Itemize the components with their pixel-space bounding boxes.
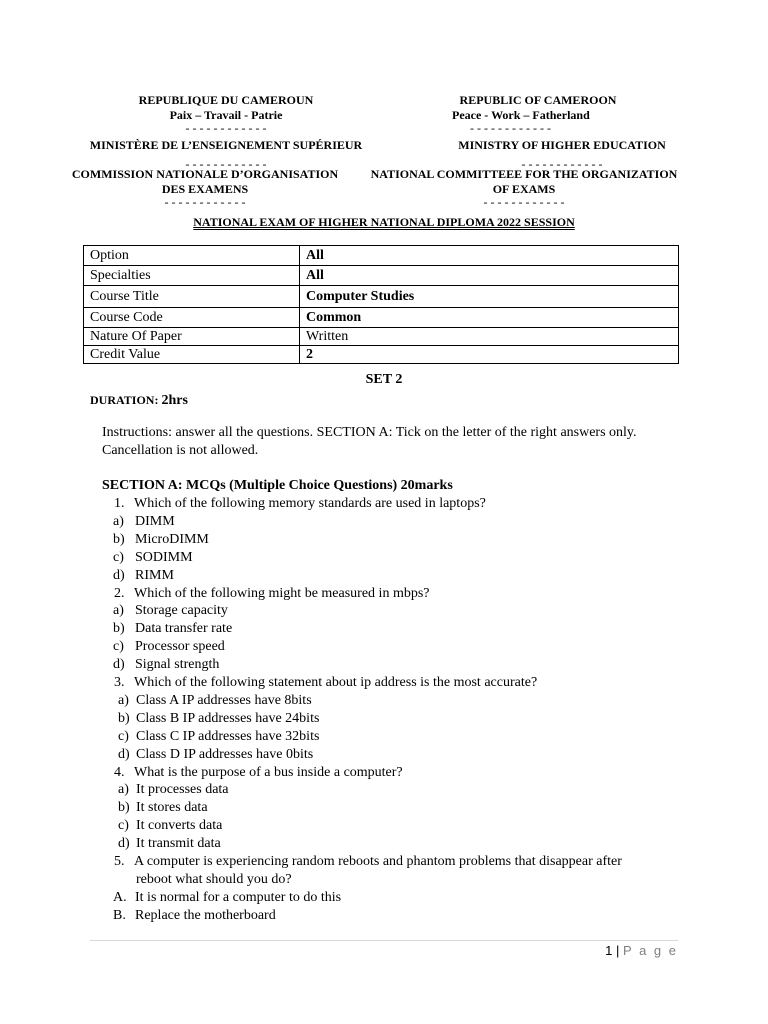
option-text: It transmit data [136,836,221,852]
page-footer [605,943,678,958]
duration [90,393,188,409]
commission-fr-line2: DES EXAMENS [161,182,249,196]
option-letter[interactable]: c) [118,728,129,744]
info-row [84,286,679,308]
option-letter[interactable]: b) [118,710,130,726]
option-text: Data transfer rate [135,621,233,637]
question-text-cont: reboot what should you do? [136,871,292,887]
option-text: SODIMM [135,549,193,565]
info-value: 2 [300,346,679,364]
info-value: All [300,246,679,266]
option-letter[interactable]: d) [118,836,130,852]
option-text: Class D IP addresses have 0bits [136,746,314,762]
info-row [84,246,679,266]
answer-option [118,692,312,710]
question-number: 2. [114,585,125,601]
option-text: It processes data [136,782,229,798]
info-row [84,328,679,346]
option-text: Class A IP addresses have 8bits [136,692,312,708]
info-label: Option [84,246,300,266]
option-letter[interactable]: a) [118,782,129,798]
info-label: Nature Of Paper [84,328,300,346]
info-value: All [300,266,679,286]
question-text: Which of the following statement about ip address is the most accurate? [134,675,538,690]
answer-option [118,781,229,799]
option-text: RIMM [135,567,174,583]
option-letter[interactable]: c) [118,818,129,834]
option-letter[interactable]: c) [113,639,124,655]
motto-fr: Paix – Travail - Patrie [169,108,283,122]
option-text: It is normal for a computer to do this [135,889,342,905]
separator: - - - - - - - - - - - - [164,195,246,209]
answer-option [113,549,193,567]
page-label: P a g e [623,943,678,958]
exam-title: NATIONAL EXAM OF HIGHER NATIONAL DIPLOMA 2022 SESSION [193,215,575,229]
info-label: Course Code [84,308,300,328]
question [114,495,486,513]
committee-en-line2: OF EXAMS [492,182,556,196]
course-info-table [83,245,679,364]
question-text: A computer is experiencing random reboots and phantom problems that disappear after [134,854,622,869]
info-value: Computer Studies [300,286,679,308]
question [114,585,430,603]
option-text: Storage capacity [135,603,228,619]
committee-en-line1: NATIONAL COMMITTEEE FOR THE ORGANIZATION [370,167,678,181]
duration-value: 2hrs [161,393,188,408]
info-row [84,266,679,286]
duration-label: DURATION: [90,393,159,407]
ministry-en: MINISTRY OF HIGHER EDUCATION [458,138,666,152]
info-value: Common [300,308,679,328]
option-text: Processor speed [135,639,225,655]
question-text: Which of the following memory standards are used in laptops? [134,496,486,511]
option-text: It stores data [136,800,208,816]
separator: - - - - - - - - - - - - [185,157,267,171]
question-text: What is the purpose of a bus inside a computer? [134,764,403,780]
option-letter[interactable]: a) [113,513,124,529]
option-letter[interactable]: B. [113,907,126,923]
answer-option [113,513,175,531]
question-text: Which of the following might be measured in mbps? [134,585,430,601]
option-letter[interactable]: a) [113,603,124,619]
answer-option [118,710,319,728]
question-number: 1. [114,496,125,511]
question-number: 4. [114,764,125,780]
separator: - - - - - - - - - - - - [470,121,551,135]
option-letter[interactable]: a) [118,692,129,708]
info-label: Credit Value [84,346,300,364]
answer-option [113,620,232,638]
answer-option [113,889,341,907]
answer-option [118,835,221,853]
option-text: Class B IP addresses have 24bits [136,710,320,726]
option-text: Class C IP addresses have 32bits [136,728,320,744]
answer-option [113,638,225,656]
question [114,674,537,692]
answer-option [118,817,222,835]
option-letter[interactable]: b) [118,800,130,816]
option-letter[interactable]: A. [113,889,127,905]
option-letter[interactable]: d) [113,567,125,583]
info-label: Specialties [84,266,300,286]
motto-en: Peace - Work – Fatherland [452,108,590,122]
option-letter[interactable]: d) [118,746,130,762]
separator: - - - - - - - - - - - - [185,121,267,135]
option-text: MicroDIMM [135,531,209,547]
info-label: Course Title [84,286,300,308]
country-fr: REPUBLIQUE DU CAMEROUN [138,93,314,107]
answer-option [118,728,319,746]
section-a-heading: SECTION A: MCQs (Multiple Choice Questions) 20marks [102,478,453,493]
option-letter[interactable]: b) [113,621,125,637]
info-row [84,346,679,364]
answer-option [113,656,219,674]
instructions: Instructions: answer all the questions. SECTION A: Tick on the letter of the right answers only. Cancellation is not allowed. [102,425,637,458]
info-row [84,308,679,328]
answer-option [118,799,208,817]
option-letter[interactable]: d) [113,657,125,673]
option-text: It converts data [136,818,223,834]
question [114,764,403,782]
info-value: Written [300,328,679,346]
footer-bar: | [616,943,620,958]
option-letter[interactable]: c) [113,549,124,565]
separator: - - - - - - - - - - - - [483,195,565,209]
ministry-fr: MINISTÈRE DE L’ENSEIGNEMENT SUPÉRIEUR [89,138,363,152]
question-number: 3. [114,675,125,690]
answer-option [113,907,276,925]
page-number: 1 [605,943,613,958]
question [114,853,622,871]
commission-fr-line1: COMMISSION NATIONALE D’ORGANISATION [71,167,339,181]
footer-divider [90,940,678,941]
option-letter[interactable]: b) [113,531,125,547]
question-continuation [136,871,292,889]
option-text: Signal strength [135,657,220,673]
option-text: Replace the motherboard [135,907,276,923]
separator: - - - - - - - - - - - - [521,157,603,171]
question-number: 5. [114,854,125,869]
set-label: SET 2 [365,372,403,387]
answer-option [113,567,174,585]
answer-option [113,602,228,620]
answer-option [113,531,209,549]
option-text: DIMM [135,513,175,529]
country-en: REPUBLIC OF CAMEROON [459,93,617,107]
answer-option [118,746,313,764]
